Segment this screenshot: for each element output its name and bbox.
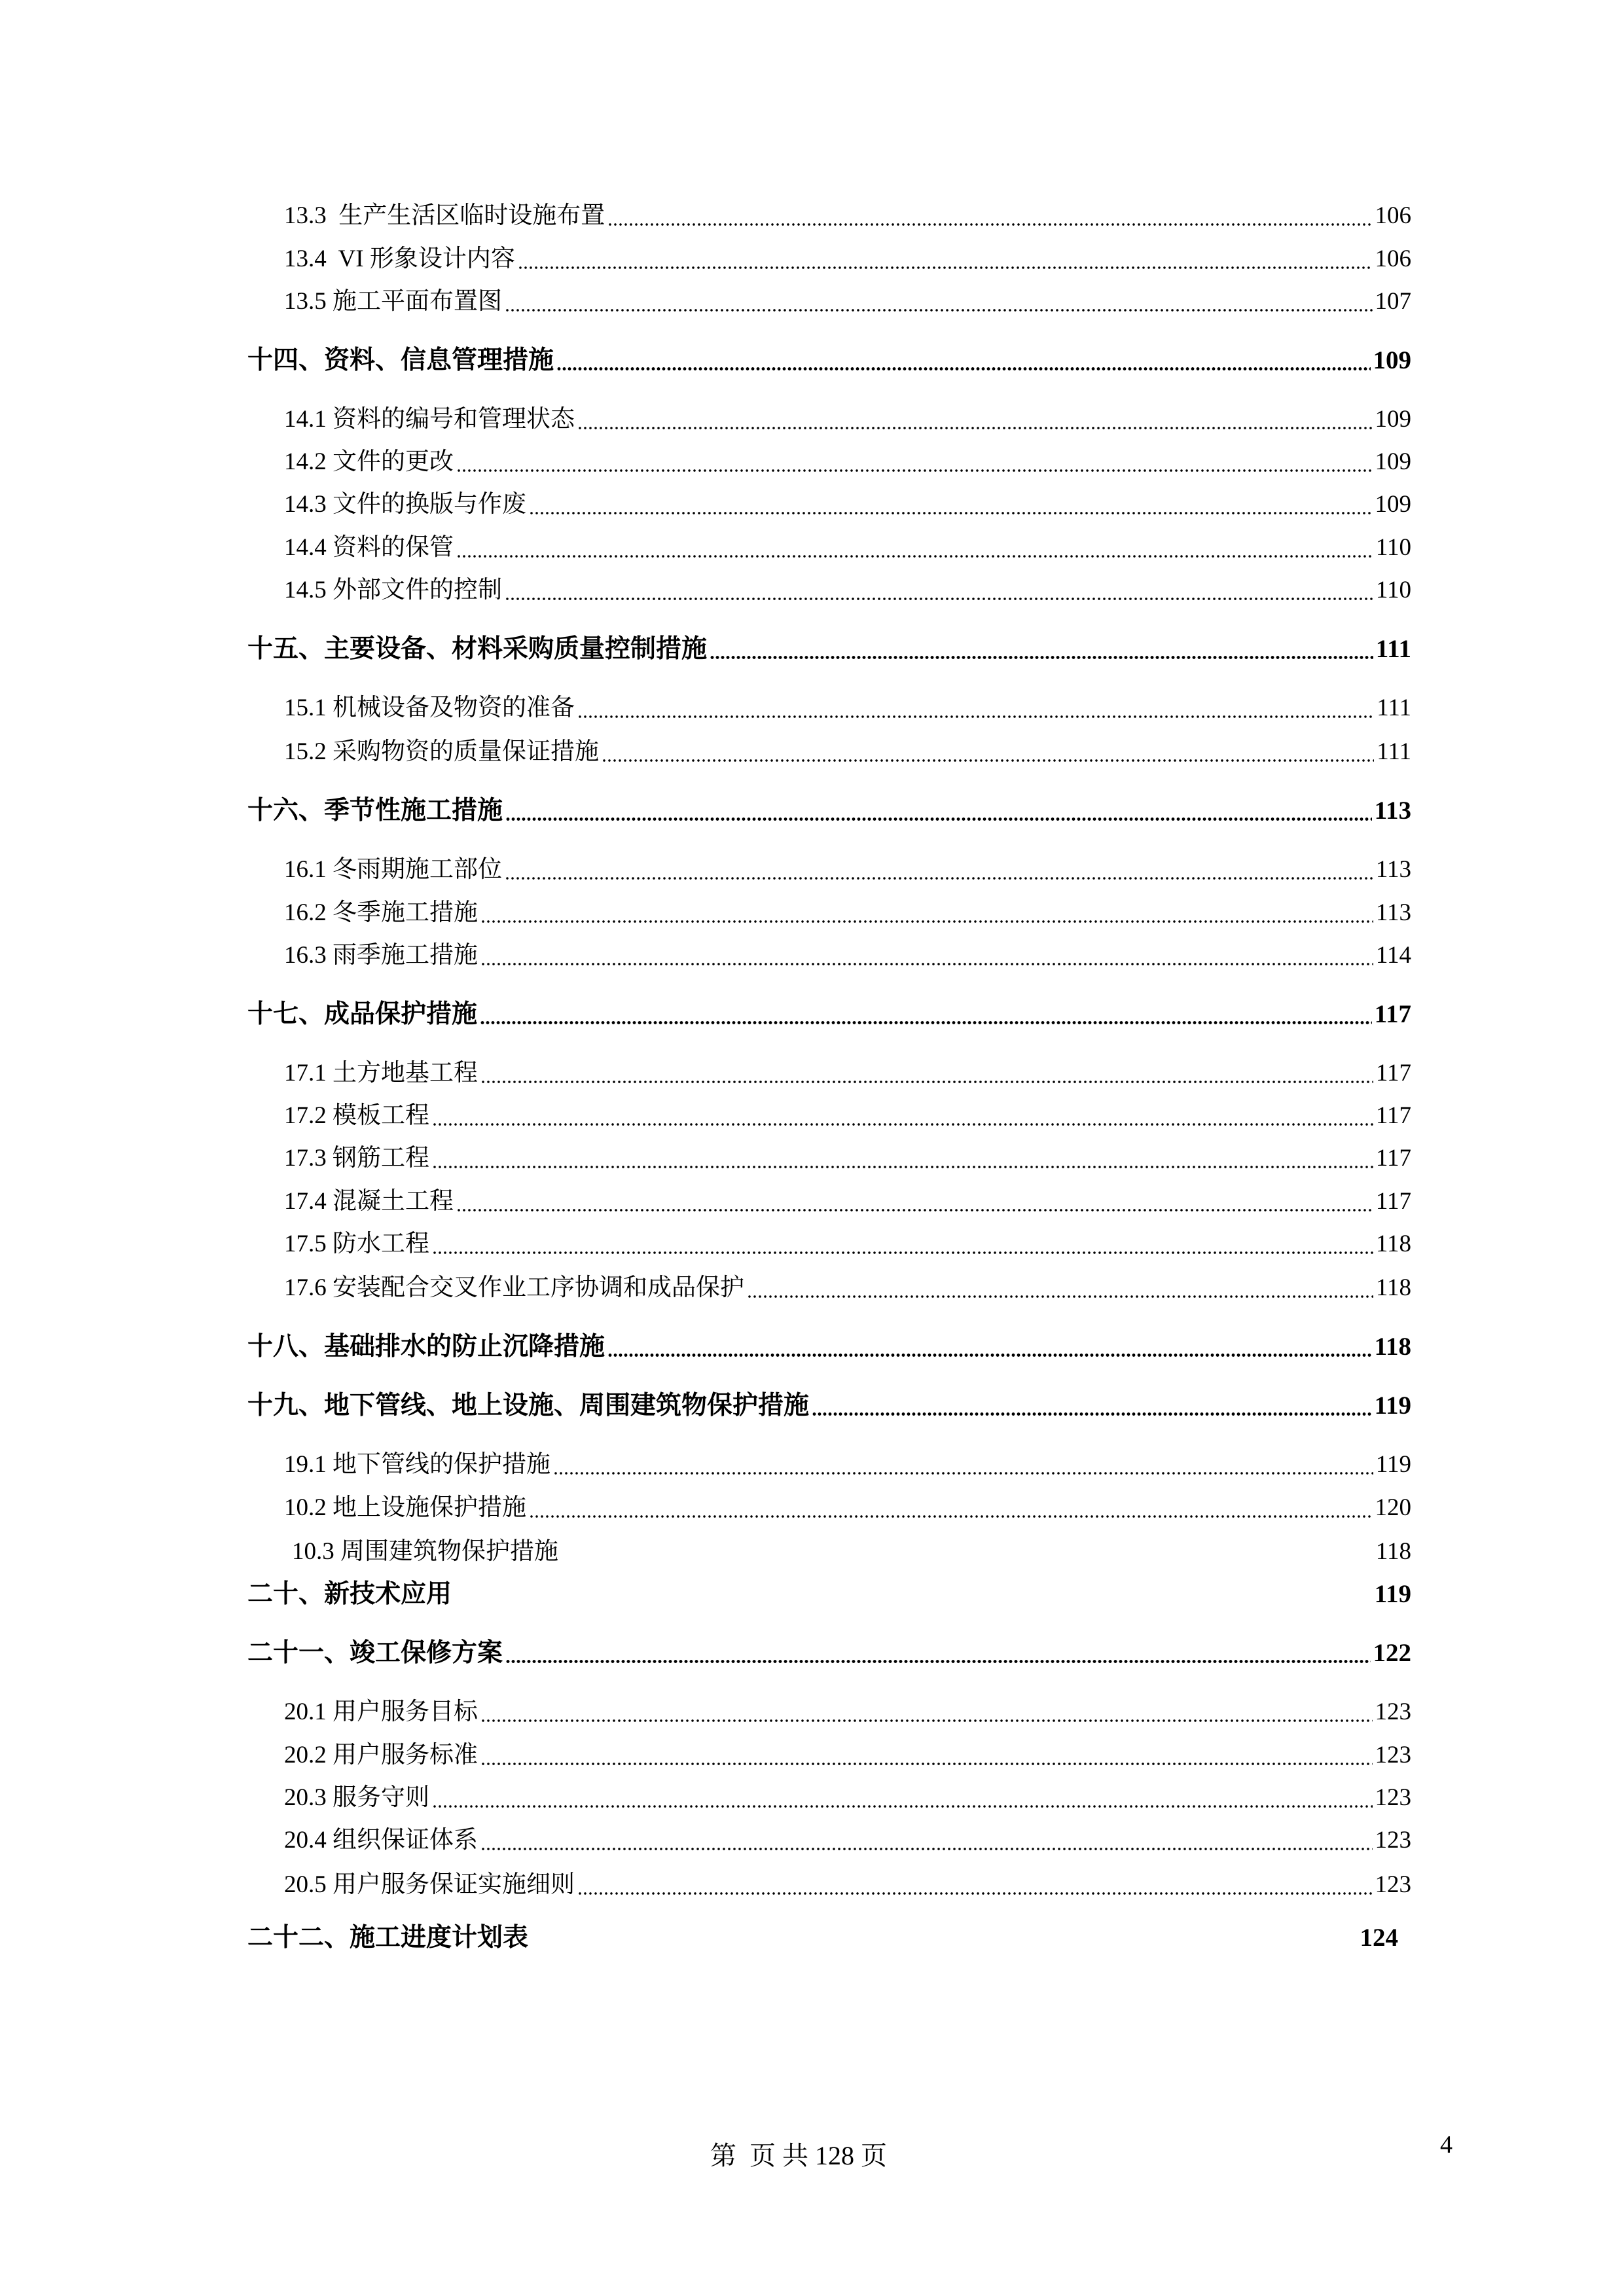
toc-entry-page: 111 (1375, 634, 1411, 663)
toc-entry[interactable] (284, 1185, 1411, 1218)
toc-entry-page: 124 (1360, 1923, 1398, 1952)
toc-entry[interactable] (284, 403, 1411, 436)
dot-leader (454, 1579, 1372, 1605)
toc-entry[interactable] (284, 1448, 1411, 1481)
toc-entry-title: 20.5 用户服务保证实施细则 (284, 1871, 575, 1898)
toc-entry-page: 119 (1374, 1580, 1411, 1609)
toc-entry-page: 111 (1377, 738, 1411, 766)
toc-entry[interactable] (284, 1492, 1411, 1524)
dot-leader (602, 736, 1374, 762)
toc-entry-title: 17.2 模板工程 (284, 1102, 429, 1129)
toc-entry[interactable] (292, 1535, 1411, 1568)
toc-entry-page: 106 (1375, 202, 1411, 230)
dot-leader (518, 243, 1373, 270)
dot-leader (529, 489, 1373, 515)
dot-leader (432, 1100, 1373, 1126)
dot-leader (529, 1492, 1373, 1518)
toc-entry-title: 20.4 组织保证体系 (284, 1827, 478, 1854)
dot-leader (531, 1922, 1357, 1948)
toc-entry-page: 110 (1375, 576, 1411, 603)
toc-entry-page: 109 (1375, 405, 1411, 433)
toc-entry[interactable] (284, 1272, 1411, 1304)
dot-leader (556, 345, 1370, 371)
toc-entry[interactable] (284, 1782, 1411, 1814)
toc-entry-title: 20.2 用户服务标准 (284, 1741, 478, 1768)
dot-leader (480, 1740, 1373, 1766)
dot-leader (480, 1825, 1373, 1851)
toc-heading[interactable] (247, 1637, 1411, 1670)
dot-leader (505, 1638, 1370, 1664)
toc-entry[interactable] (284, 1824, 1411, 1857)
toc-entry-page: 109 (1373, 346, 1411, 374)
toc-heading[interactable] (247, 344, 1411, 377)
toc-entry[interactable] (284, 1869, 1411, 1901)
toc-entry-title: 17.6 安装配合交叉作业工序协调和成品保护 (284, 1274, 744, 1302)
toc-entry[interactable] (284, 1142, 1411, 1175)
dot-leader (812, 1390, 1372, 1416)
dot-leader (432, 1782, 1373, 1808)
toc-entry-page: 120 (1375, 1494, 1411, 1521)
toc-entry-title: 13.4 VI 形象设计内容 (284, 245, 515, 272)
toc-entry-title: 17.1 土方地基工程 (284, 1059, 478, 1086)
toc-entry-title: 17.5 防水工程 (284, 1230, 429, 1257)
dot-leader (480, 897, 1373, 924)
dot-leader (607, 200, 1372, 226)
toc-entry[interactable] (284, 939, 1411, 972)
toc-entry[interactable] (284, 243, 1411, 276)
toc-entry[interactable] (284, 853, 1411, 886)
toc-entry-title: 16.3 雨季施工措施 (284, 941, 478, 969)
toc-entry-page: 118 (1375, 1538, 1411, 1565)
dot-leader (480, 999, 1372, 1025)
toc-entry-page: 109 (1375, 448, 1411, 475)
toc-entry-title: 14.4 资料的保管 (284, 533, 454, 561)
toc-entry-title: 10.3 周围建筑物保护措施 (292, 1538, 558, 1565)
toc-entry-page: 113 (1374, 797, 1411, 825)
toc-entry-page: 123 (1375, 1827, 1411, 1854)
dot-leader (505, 795, 1372, 821)
toc-entry[interactable] (284, 488, 1411, 521)
toc-entry-page: 118 (1374, 1333, 1411, 1361)
toc-entry-title: 16.1 冬雨期施工部位 (284, 856, 502, 884)
page-number: 4 (1440, 2131, 1453, 2159)
toc-entry-page: 113 (1375, 856, 1411, 884)
toc-entry-title: 14.3 文件的换版与作废 (284, 491, 526, 518)
dot-leader (561, 1536, 1373, 1562)
toc-entry-title: 十五、主要设备、材料采购质量控制措施 (247, 634, 708, 663)
toc-entry[interactable] (284, 446, 1411, 478)
toc-entry[interactable] (284, 692, 1411, 725)
toc-entry-page: 123 (1375, 1698, 1411, 1726)
dot-leader (710, 634, 1373, 660)
toc-entry-page: 123 (1375, 1871, 1411, 1898)
toc-entry-page: 111 (1377, 694, 1411, 721)
toc-entry-title: 十九、地下管线、地上设施、周围建筑物保护措施 (247, 1391, 810, 1420)
toc-heading[interactable] (247, 1578, 1411, 1611)
toc-heading[interactable] (247, 1331, 1411, 1363)
toc-entry-title: 17.4 混凝土工程 (284, 1187, 454, 1215)
toc-entry-page: 117 (1375, 1187, 1411, 1215)
toc-entry-title: 16.2 冬季施工措施 (284, 899, 478, 926)
toc-entry-title: 14.1 资料的编号和管理状态 (284, 405, 575, 433)
dot-leader (456, 532, 1373, 558)
toc-heading[interactable] (247, 795, 1411, 827)
toc-entry-title: 15.1 机械设备及物资的准备 (284, 694, 575, 721)
toc-entry-page: 107 (1375, 287, 1411, 315)
page-footer: 第 页 共 128 页 (710, 2141, 887, 2170)
toc-heading[interactable] (247, 998, 1411, 1031)
toc-entry[interactable] (284, 200, 1411, 232)
toc-entry-page: 122 (1373, 1639, 1411, 1668)
toc-entry-title: 15.2 采购物资的质量保证措施 (284, 738, 599, 766)
dot-leader (577, 404, 1373, 430)
toc-entry-title: 13.3 生产生活区临时设施布置 (284, 202, 605, 230)
toc-entry-page: 118 (1375, 1274, 1411, 1302)
toc-entry-title: 十八、基础排水的防止沉降措施 (247, 1333, 605, 1361)
dot-leader (505, 575, 1373, 601)
toc-entry-page: 117 (1375, 1059, 1411, 1086)
toc-entry[interactable] (284, 1057, 1411, 1090)
toc-entry-page: 123 (1375, 1784, 1411, 1811)
toc-entry-page: 106 (1375, 245, 1411, 272)
toc-entry-page: 114 (1375, 941, 1411, 969)
dot-leader (480, 1058, 1373, 1084)
dot-leader (456, 446, 1373, 473)
toc-entry[interactable] (284, 736, 1411, 768)
dot-leader (456, 1186, 1373, 1212)
dot-leader (480, 940, 1373, 966)
toc-entry-title: 20.3 服务守则 (284, 1784, 429, 1811)
dot-leader (577, 1869, 1373, 1895)
dot-leader (577, 692, 1374, 719)
toc-entry-page: 117 (1375, 1145, 1411, 1172)
toc-entry-page: 119 (1374, 1391, 1411, 1420)
toc-entry-page: 123 (1375, 1741, 1411, 1768)
toc-entry-title: 十四、资料、信息管理措施 (247, 346, 554, 374)
dot-leader (553, 1449, 1373, 1475)
toc-entry[interactable] (284, 285, 1411, 318)
toc-entry-page: 110 (1375, 533, 1411, 561)
dot-leader (607, 1331, 1372, 1357)
toc-heading[interactable] (247, 1390, 1411, 1422)
toc-entry-page: 119 (1375, 1451, 1411, 1479)
toc-heading[interactable] (247, 633, 1411, 666)
dot-leader (505, 286, 1373, 312)
toc-entry[interactable] (284, 1100, 1411, 1132)
toc-entry-title: 十七、成品保护措施 (247, 999, 478, 1028)
toc-heading[interactable] (247, 1922, 1398, 1954)
toc-entry-title: 17.3 钢筋工程 (284, 1145, 429, 1172)
dot-leader (480, 1696, 1373, 1723)
toc-entry[interactable] (284, 1739, 1411, 1772)
toc-entry[interactable] (284, 531, 1411, 564)
toc-entry[interactable] (284, 897, 1411, 929)
dot-leader (432, 1143, 1373, 1169)
toc-entry-title: 二十一、竣工保修方案 (247, 1639, 503, 1668)
toc-entry-title: 14.5 外部文件的控制 (284, 576, 502, 603)
toc-entry[interactable] (284, 574, 1411, 607)
toc-entry-page: 109 (1375, 491, 1411, 518)
dot-leader (432, 1229, 1373, 1255)
toc-entry[interactable] (284, 1696, 1411, 1729)
dot-leader (747, 1272, 1373, 1299)
dot-leader (505, 854, 1373, 880)
toc-entry-title: 十六、季节性施工措施 (247, 797, 503, 825)
toc-entry[interactable] (284, 1228, 1411, 1261)
toc-entry-title: 二十、新技术应用 (247, 1580, 452, 1609)
toc-entry-title: 14.2 文件的更改 (284, 448, 454, 475)
toc-entry-title: 二十二、施工进度计划表 (247, 1923, 529, 1952)
toc-entry-page: 117 (1374, 999, 1411, 1028)
toc-entry-page: 117 (1375, 1102, 1411, 1129)
toc-entry-page: 118 (1375, 1230, 1411, 1257)
toc-entry-page: 113 (1375, 899, 1411, 926)
toc-entry-title: 13.5 施工平面布置图 (284, 287, 502, 315)
toc-entry-title: 10.2 地上设施保护措施 (284, 1494, 526, 1521)
toc-entry-title: 19.1 地下管线的保护措施 (284, 1451, 550, 1479)
toc-entry-title: 20.1 用户服务目标 (284, 1698, 478, 1726)
